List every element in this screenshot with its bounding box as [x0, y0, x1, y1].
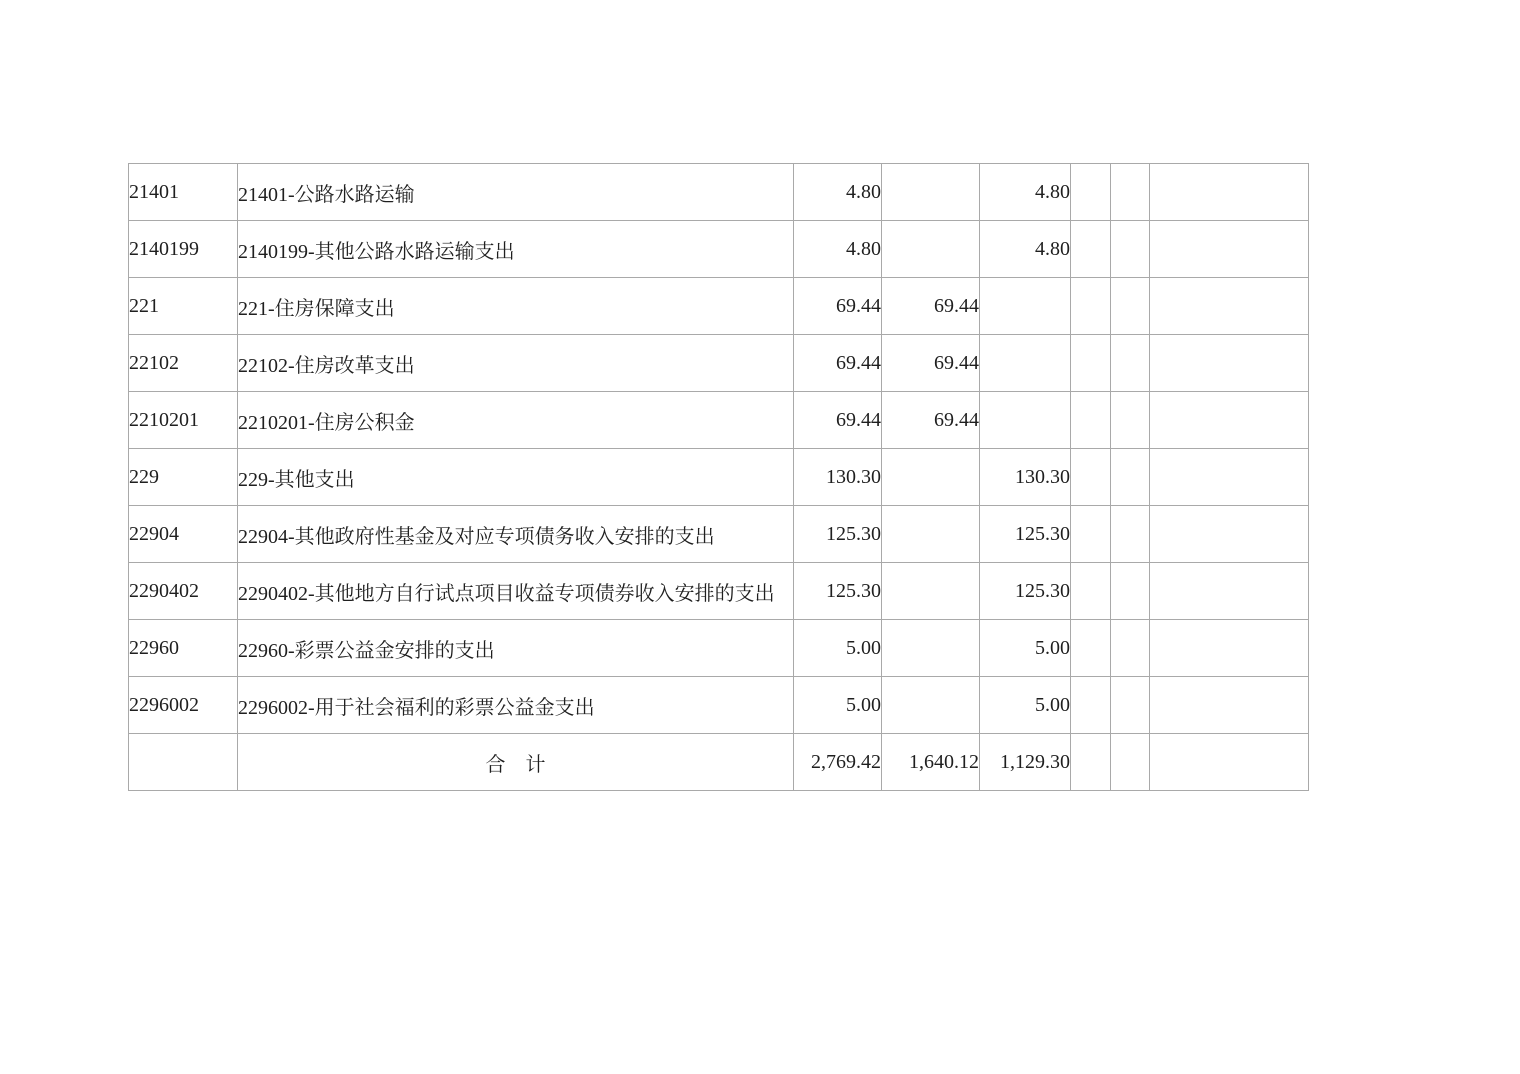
empty-cell: [1071, 221, 1111, 278]
empty-cell: [1071, 449, 1111, 506]
table-row: [129, 221, 1309, 278]
amount3-cell: 125.30: [980, 563, 1071, 620]
empty-cell: [1071, 677, 1111, 734]
empty-cell: [1071, 506, 1111, 563]
amount3-cell: [980, 278, 1071, 335]
code-cell: 221: [129, 278, 238, 335]
name-cell: 2290402-其他地方自行试点项目收益专项债券收入安排的支出: [238, 563, 794, 620]
empty-cell: [1111, 449, 1150, 506]
code-cell: 2140199: [129, 221, 238, 278]
amount1-cell: 5.00: [794, 677, 882, 734]
empty-cell: [1111, 734, 1150, 791]
amount1-cell: 4.80: [794, 164, 882, 221]
empty-cell: [1150, 221, 1309, 278]
empty-cell: [1150, 449, 1309, 506]
name-cell: 2296002-用于社会福利的彩票公益金支出: [238, 677, 794, 734]
total-amount1-cell: 2,769.42: [794, 734, 882, 791]
amount1-cell: 5.00: [794, 620, 882, 677]
empty-cell: [1111, 335, 1150, 392]
amount3-cell: 130.30: [980, 449, 1071, 506]
code-cell: 2210201: [129, 392, 238, 449]
table-row: [129, 392, 1309, 449]
total-amount3-cell: 1,129.30: [980, 734, 1071, 791]
empty-cell: [1111, 563, 1150, 620]
table-row: [129, 449, 1309, 506]
amount3-cell: [980, 335, 1071, 392]
empty-cell: [1111, 677, 1150, 734]
table-row: [129, 278, 1309, 335]
budget-table: [128, 163, 1309, 791]
name-cell: 22102-住房改革支出: [238, 335, 794, 392]
empty-cell: [1150, 506, 1309, 563]
amount2-cell: 69.44: [882, 278, 980, 335]
empty-cell: [1071, 563, 1111, 620]
amount2-cell: [882, 164, 980, 221]
table-row: [129, 563, 1309, 620]
code-cell: 22960: [129, 620, 238, 677]
code-cell: 22904: [129, 506, 238, 563]
table-row: [129, 677, 1309, 734]
code-cell: 2296002: [129, 677, 238, 734]
empty-cell: [1071, 392, 1111, 449]
amount2-cell: [882, 221, 980, 278]
amount3-cell: 5.00: [980, 677, 1071, 734]
amount1-cell: 4.80: [794, 221, 882, 278]
empty-cell: [1111, 620, 1150, 677]
empty-cell: [1150, 677, 1309, 734]
amount1-cell: 69.44: [794, 392, 882, 449]
table-row: [129, 620, 1309, 677]
name-cell: 2140199-其他公路水路运输支出: [238, 221, 794, 278]
empty-cell: [1071, 164, 1111, 221]
amount1-cell: 125.30: [794, 506, 882, 563]
empty-cell: [1150, 278, 1309, 335]
empty-cell: [1111, 221, 1150, 278]
empty-cell: [1150, 335, 1309, 392]
total-code-cell: [129, 734, 238, 791]
empty-cell: [1150, 734, 1309, 791]
code-cell: 2290402: [129, 563, 238, 620]
name-cell: 22960-彩票公益金安排的支出: [238, 620, 794, 677]
name-cell: 2210201-住房公积金: [238, 392, 794, 449]
amount3-cell: [980, 392, 1071, 449]
table-row: [129, 335, 1309, 392]
amount2-cell: 69.44: [882, 335, 980, 392]
code-cell: 229: [129, 449, 238, 506]
amount1-cell: 125.30: [794, 563, 882, 620]
empty-cell: [1111, 164, 1150, 221]
amount3-cell: 4.80: [980, 164, 1071, 221]
amount2-cell: 69.44: [882, 392, 980, 449]
total-amount2-cell: 1,640.12: [882, 734, 980, 791]
amount2-cell: [882, 677, 980, 734]
total-row: [129, 734, 1309, 791]
empty-cell: [1150, 164, 1309, 221]
empty-cell: [1150, 620, 1309, 677]
amount2-cell: [882, 620, 980, 677]
amount3-cell: 5.00: [980, 620, 1071, 677]
empty-cell: [1150, 563, 1309, 620]
amount2-cell: [882, 449, 980, 506]
empty-cell: [1111, 392, 1150, 449]
name-cell: 21401-公路水路运输: [238, 164, 794, 221]
empty-cell: [1111, 506, 1150, 563]
empty-cell: [1071, 335, 1111, 392]
amount1-cell: 69.44: [794, 278, 882, 335]
empty-cell: [1071, 734, 1111, 791]
amount2-cell: [882, 506, 980, 563]
total-label: 合 计: [238, 734, 794, 791]
amount1-cell: 69.44: [794, 335, 882, 392]
name-cell: 22904-其他政府性基金及对应专项债务收入安排的支出: [238, 506, 794, 563]
empty-cell: [1111, 278, 1150, 335]
amount1-cell: 130.30: [794, 449, 882, 506]
empty-cell: [1071, 620, 1111, 677]
code-cell: 21401: [129, 164, 238, 221]
amount3-cell: 4.80: [980, 221, 1071, 278]
amount3-cell: 125.30: [980, 506, 1071, 563]
code-cell: 22102: [129, 335, 238, 392]
table-row: [129, 164, 1309, 221]
table-row: [129, 506, 1309, 563]
amount2-cell: [882, 563, 980, 620]
empty-cell: [1071, 278, 1111, 335]
name-cell: 229-其他支出: [238, 449, 794, 506]
name-cell: 221-住房保障支出: [238, 278, 794, 335]
empty-cell: [1150, 392, 1309, 449]
